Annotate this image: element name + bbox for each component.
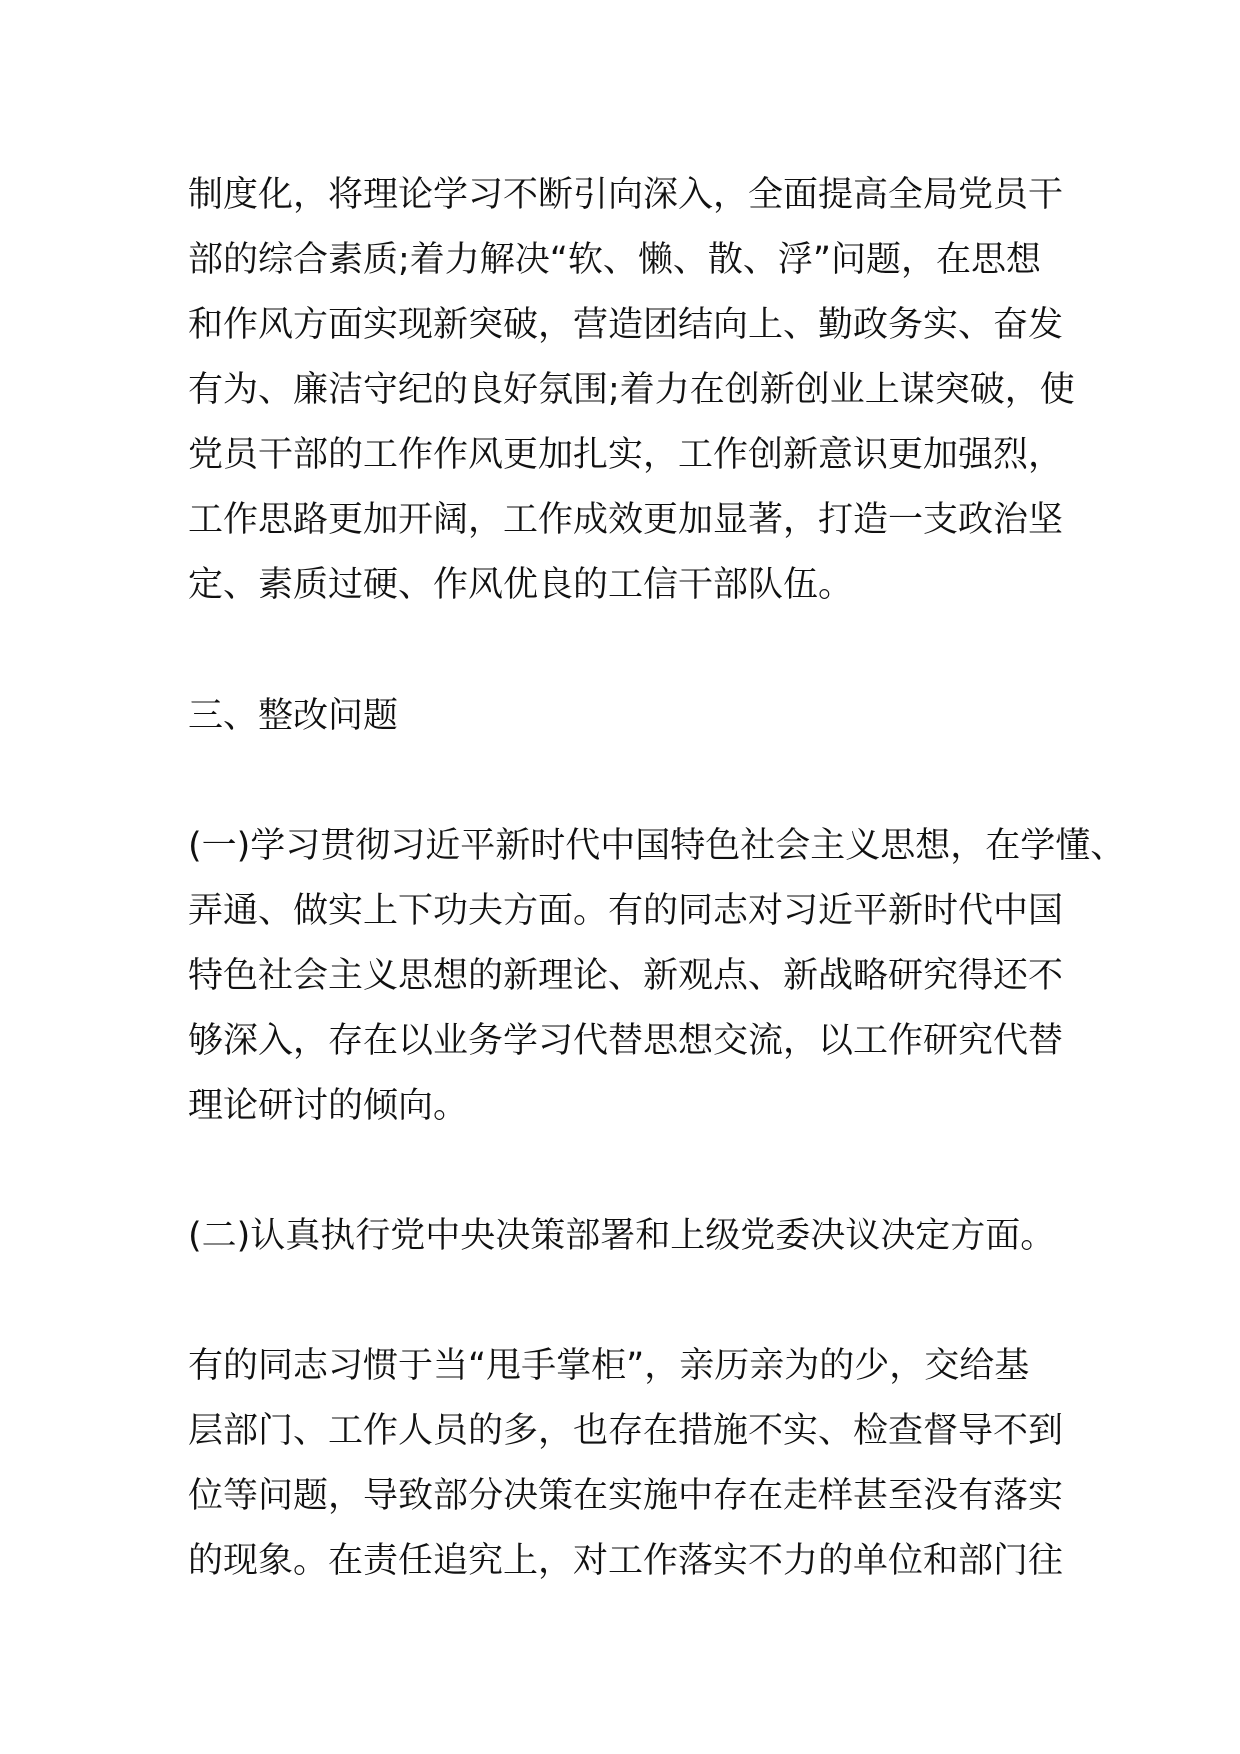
heading-text: 三、整改问题 [188,696,399,736]
text-line: 弄通、做实上下功夫方面。有的同志对习近平新时代中国 [188,891,1064,931]
text-line: 制度化，将理论学习不断引向深入，全面提高全局党员干 [188,175,1064,215]
text-line: 理论研讨的倾向。 [188,1086,469,1126]
text-line: 定、素质过硬、作风优良的工信干部队伍。 [188,565,854,605]
text-line: 工作思路更加开阔，工作成效更加显著，打造一支政治坚 [188,500,1064,540]
text-line: 有为、廉洁守纪的良好氛围;着力在创新创业上谋突破，使 [188,370,1075,410]
text-line: 层部门、工作人员的多，也存在措施不实、检查督导不到 [188,1411,1064,1451]
paragraph-item-2 [188,1204,1068,1269]
section-heading [188,684,1068,749]
text-line: (二)认真执行党中央决策部署和上级党委决议决定方面。 [188,1216,1056,1256]
text-line: 部的综合素质;着力解决“软、懒、散、浮”问题，在思想 [188,240,1042,280]
text-line: (一)学习贯彻习近平新时代中国特色社会主义思想，在学懂、 [188,826,1126,866]
text-line: 位等问题，导致部分决策在实施中存在走样甚至没有落实 [188,1476,1064,1516]
text-line: 党员干部的工作作风更加扎实，工作创新意识更加强烈， [188,435,1064,475]
text-line: 有的同志习惯于当“甩手掌柜”，亲历亲为的少，交给基 [188,1346,1030,1386]
paragraph-body-1 [188,163,1075,618]
text-line: 和作风方面实现新突破，营造团结向上、勤政务实、奋发 [188,305,1064,345]
text-line: 的现象。在责任追究上，对工作落实不力的单位和部门往 [188,1541,1064,1581]
text-line: 特色社会主义思想的新理论、新观点、新战略研究得还不 [188,956,1064,996]
paragraph-item-1 [188,814,1126,1139]
text-line: 够深入，存在以业务学习代替思想交流，以工作研究代替 [188,1021,1064,1061]
paragraph-body-2 [188,1334,1068,1594]
